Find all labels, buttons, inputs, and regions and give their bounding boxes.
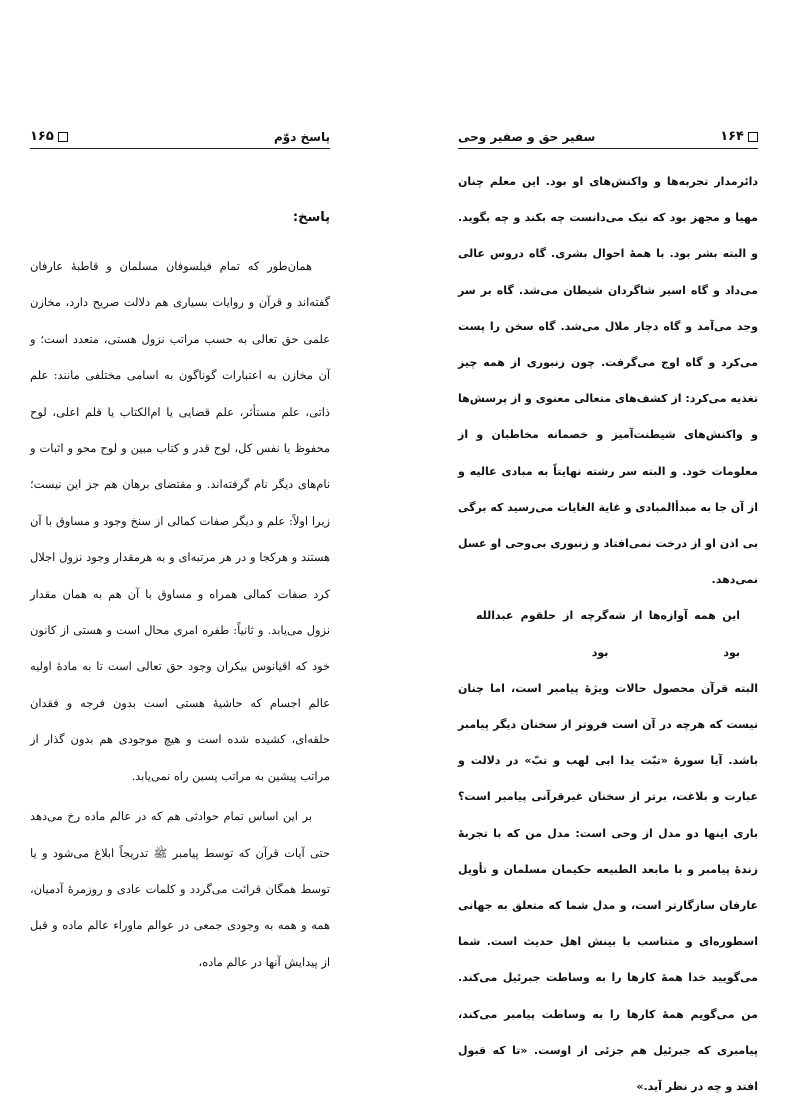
page-body [458, 164, 758, 1105]
paragraph: دائرمدار تجربه‌ها و واکنش‌های او بود. این معلم چنان مهیا و مجهز بود که نیک می‌دانست چه بکند و چه بگوید. و البته بشر بود. با همهٔ احوال بشری. گاه دروس عالی می‌داد و گاه اسیر شاگردان شیطان می‌شد. گاه بر سر وجد می‌آمد و گاه دچار ملال می‌شد. گاه سخن را پست می‌کرد و گاه اوج می‌گرفت. چون زنبوری از همه چیز تغذیه می‌کرد: از کشف‌های متعالی معنوی و از پرسش‌ها و واکنش‌های شیطنت‌آمیز و خصمانه مخاطبان و از معلومات خود. و البته سر رشته نهایتاً به مبادی عالیه و از آن جا به مبدأالمبادی و غایة الغایات می‌رسید که برگی بی اذن او از درخت نمی‌افتاد و زنبوری بی‌وحی او عسل نمی‌دهد. [458, 175, 758, 587]
verse-hemistich: این همه آوازه‌ها از شه بود [608, 609, 740, 659]
page-number: ۱۶۵ [30, 129, 54, 144]
page-header [458, 118, 758, 149]
running-title: پاسخ دوّم [273, 130, 330, 144]
page-number-group [30, 129, 68, 144]
page-number: ۱۶۴ [720, 129, 744, 144]
verse-hemistich: گرچه از حلقوم عبدالله بود [476, 609, 609, 659]
verse-line [458, 598, 758, 670]
running-title: سفیر حق و صفیر وحی [458, 130, 596, 144]
square-bullet-icon [58, 132, 68, 142]
paragraph: همان‌طور که تمام فیلسوفان مسلمان و قاطبهٔ عارفان گفته‌اند و قرآن و روایات بسیاری هم دلالت صریح دارد، مخازن علمی حق تعالی به حسب مراتب نزول هستی، متعدد است؛ و آن مخازن به اعتبارات گوناگون به اسامی مختلفی مانند: علم ذاتی، علم مستأثر، علم قضایی یا ام‌الکتاب یا قلم اعلی، لوح محفوظ یا نفس کل، لوح قدر و کتاب مبین و لوح محو و اثبات و نام‌های دیگر نام گرفته‌اند. و مقتضای برهان هم جز این نیست؛ زیرا اولاً: علم و دیگر صفات کمالی از سنخ وجود و مساوق با آن هستند و هرکجا و در هر مرتبه‌ای و به هرمقدار وجود نزول اجلال کرد صفات کمالی همراه و مساوق با آن هم به همان مقدار نزول می‌یابد. و ثانیاً: طفره امری محال است و هستی از کانون خود که اقیانوس بیکران وجود حق تعالی است تا به مادهٔ اولیه عالم اجسام که حاشیهٔ هستی است بدون فرجه و فقدان حلقه‌ای، کشیده شده است و هیچ موجودی هم بدون گذار از مراتب پیشین به مراتب پسین راه نمی‌یابد. [30, 259, 330, 783]
paragraph: البته قرآن محصول حالات ویژهٔ پیامبر است، اما چنان نیست که هرچه در آن است فروتر از سخنان دیگر پیامبر باشد. آیا سورهٔ «تبّت یدا ابی لهب و تبّ» در دلالت و عبارت و بلاغت، برتر از سخنان غیرقرآنی پیامبر است؟ باری اینها دو مدل از وحی است: مدل من که با تجربهٔ زندهٔ پیامبر و با مابعد الطبیعه حکیمان مسلمان و تأویل عارفان سازگارتر است، و مدل شما که متعلق به جهانی اسطوره‌ای و متناسب با بینش اهل حدیث است. شما می‌گویید خدا همهٔ کارها را به وساطت جبرئیل می‌کند. من می‌گویم همهٔ کارها را به وساطت پیامبر می‌کند، پیامبری که جبرئیل هم جزئی از اوست. «تا که قبول افتد و چه در نظر آید.» [458, 681, 758, 1094]
page-number-group [720, 129, 758, 144]
paragraph: بر این اساس تمام حوادثی هم که در عالم ماده رخ می‌دهد حتی آیات قرآن که توسط پیامبر ﷺ تدریجاً ابلاغ می‌شود و یا توسط همگان قرائت می‌گردد و کلمات عادی و روزمرهٔ آدمیان، همه و همه به وجودی جمعی در عوالم ماوراء عالم ماده و قبل از پیدایش آنها در عالم ماده، [30, 809, 330, 969]
section-heading: پاسخ: [292, 210, 330, 225]
square-bullet-icon [748, 132, 758, 142]
page-header [30, 118, 330, 149]
page-body [30, 248, 330, 980]
